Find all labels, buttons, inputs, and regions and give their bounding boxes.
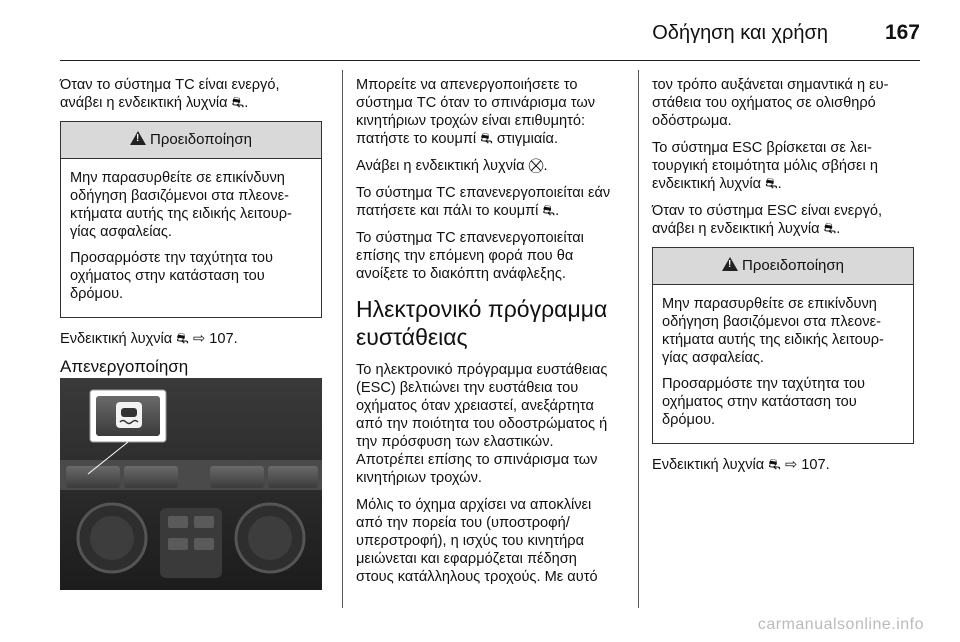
paragraph: τον τρόπο αυξάνεται σημαντικά η ευστάθεια του οχήματος σε ολισθηρό οδόστρωμα. — [652, 77, 889, 129]
warning-triangle-icon — [130, 131, 146, 145]
warning-header — [61, 122, 321, 159]
column-2 — [356, 76, 618, 595]
watermark: carmanualsonline.info — [757, 616, 924, 633]
warning-text: Προσαρμόστε την ταχύτητα του οχήματος στην κατάσταση του δρόμου. — [70, 250, 274, 302]
header-rule — [60, 60, 920, 61]
section-heading: Ηλεκτρονικό πρόγραμμα ευστάθειας — [356, 296, 608, 350]
column-divider — [638, 70, 639, 608]
paragraph: Μπορείτε να απενεργοποιήσετε το σύστημα TC όταν το σπινάρισμα των κινητήριων τροχών είναι επιθυμητό: πατήστε το κουμπί ⛐ στιγμιαία. — [356, 77, 596, 147]
cross-reference: Ενδεικτική λυχνία ⛐ ⇨ 107. — [652, 457, 830, 473]
warning-title: Προειδοποίηση — [742, 257, 844, 274]
paragraph: Το σύστημα TC επανενεργοποιείται εάν πατήσετε και πάλι το κουμπί ⛐. — [356, 185, 611, 219]
cross-reference: Ενδεικτική λυχνία ⛐ ⇨ 107. — [60, 331, 238, 347]
warning-header — [653, 248, 913, 285]
column-divider — [342, 70, 343, 608]
warning-body — [61, 159, 321, 317]
console-photo — [60, 378, 322, 590]
paragraph: Το σύστημα ESC βρίσκεται σε λειτουργική ετοιμότητα μόλις σβήσει η ενδεικτική λυχνία ⛐. — [652, 140, 878, 192]
warning-body — [653, 285, 913, 443]
column-3 — [652, 76, 914, 483]
warning-box — [60, 121, 322, 318]
column-1 — [60, 76, 322, 390]
warning-box — [652, 247, 914, 444]
page-header — [60, 14, 920, 54]
paragraph: Το ηλεκτρονικό πρόγραμμα ευστάθειας (ESC) βελτιώνει την ευστάθεια του οχήματος όταν χρειαστεί, ανεξάρτητα από την ποιότητα του οδοστρώματος ή την πρόσφυση των ελαστικών. Αποτρέπει επίσης το σπινάρισμα των κινητήριων τροχών. — [356, 362, 608, 486]
warning-title: Προειδοποίηση — [150, 131, 252, 148]
warning-text: Μην παρασυρθείτε σε επικίνδυνη οδήγηση βασιζόμενοι στα πλεονεκτήματα αυτής της ειδικής λειτουργίας ασφαλείας. — [70, 170, 292, 240]
paragraph: Το σύστημα TC επανενεργοποιείται επίσης την επόμενη φορά που θα ανοίξετε το διακόπτη ανάφλεξης. — [356, 230, 584, 282]
paragraph: Ανάβει η ενδεικτική λυχνία ⛒. — [356, 158, 548, 174]
paragraph: Όταν το σύστημα ESC είναι ενεργό, ανάβει η ενδεικτική λυχνία ⛐. — [652, 203, 883, 237]
section-heading: Απενεργοποίηση — [60, 357, 189, 376]
page-title: Οδήγηση και χρήση — [652, 22, 828, 44]
paragraph: Όταν το σύστημα TC είναι ενεργό, ανάβει η ενδεικτική λυχνία ⛐. — [60, 77, 280, 111]
warning-text: Προσαρμόστε την ταχύτητα του οχήματος στην κατάσταση του δρόμου. — [662, 376, 866, 428]
paragraph: Μόλις το όχημα αρχίσει να αποκλίνει από την πορεία του (υποστροφή/ υπερστροφή), η ισχύς του κινητήρα μειώνεται και εφαρμόζεται πέδηση στους κατάλληλους τροχούς. Με αυτό — [356, 497, 598, 585]
warning-text: Μην παρασυρθείτε σε επικίνδυνη οδήγηση βασιζόμενοι στα πλεονεκτήματα αυτής της ειδικής λειτουργίας ασφαλείας. — [662, 296, 884, 366]
warning-triangle-icon — [722, 257, 738, 271]
page-number: 167 — [884, 21, 920, 44]
